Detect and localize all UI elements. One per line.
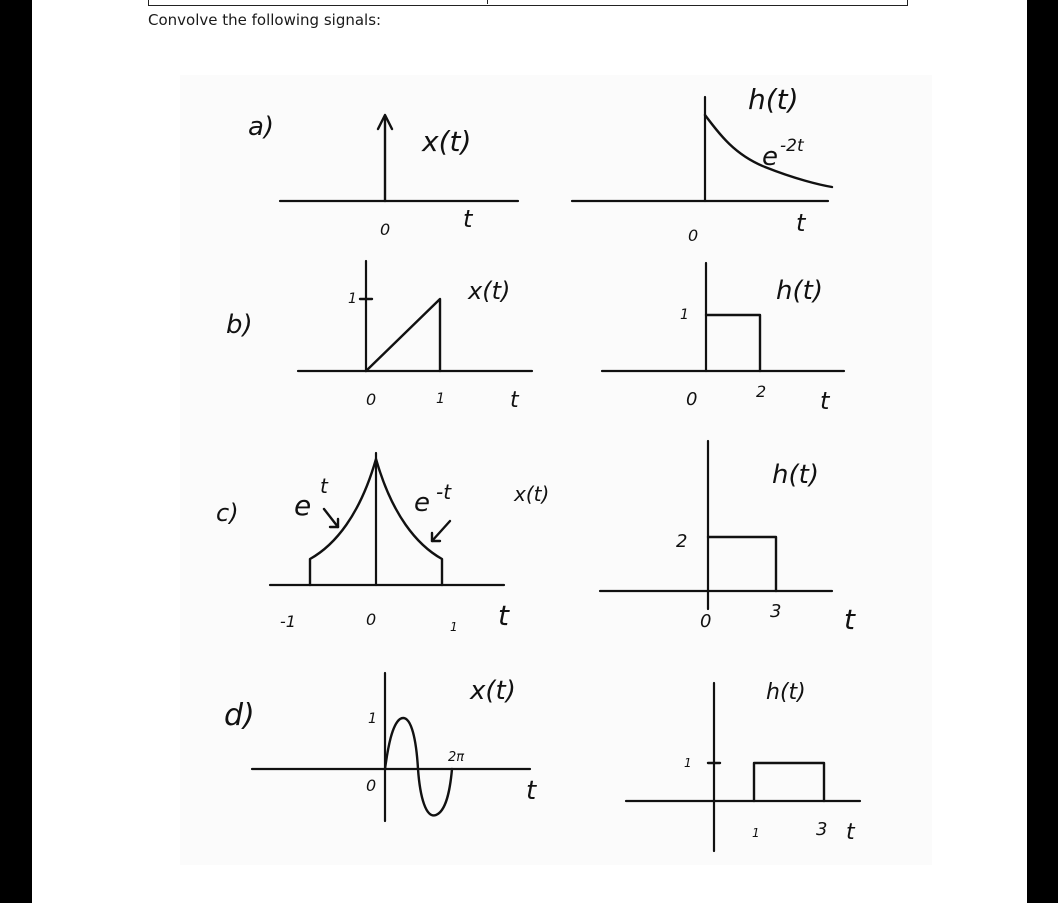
part-c xyxy=(216,441,856,636)
signals-figure xyxy=(180,75,932,865)
part-d-x-label: x(t) xyxy=(470,676,516,706)
part-a-h-tick-0: 0 xyxy=(688,226,699,245)
part-b-x-label: x(t) xyxy=(468,277,511,305)
table-column-divider xyxy=(487,0,488,4)
part-d-x-sine-wave xyxy=(385,718,452,815)
part-c-x-axis-var: t xyxy=(498,599,509,632)
document-page xyxy=(32,0,1027,903)
part-c-label: c) xyxy=(216,499,239,527)
part-c-h-label: h(t) xyxy=(772,460,819,490)
part-a xyxy=(248,83,832,245)
part-a-h-expr: e xyxy=(762,142,778,172)
part-b-x-tick-1-y: 1 xyxy=(348,291,357,307)
part-d-h-axis-var: t xyxy=(846,820,855,845)
part-d-x-tick-1-y: 1 xyxy=(368,711,377,727)
table-bottom-border xyxy=(148,0,908,6)
part-b-h-tick-0: 0 xyxy=(686,389,698,410)
part-c-left-expr: e xyxy=(294,489,312,522)
part-c-h-axis-var: t xyxy=(844,603,855,636)
part-b-h-tick-2: 2 xyxy=(756,382,767,401)
part-c-h-rect-pulse xyxy=(708,537,776,591)
part-b-x-axis-var: t xyxy=(510,388,519,413)
part-c-right-expr: e xyxy=(414,488,430,518)
part-c-x-tick-neg1: -1 xyxy=(280,612,296,631)
part-d-x-tick-0: 0 xyxy=(366,776,377,795)
part-a-h-axis-var: t xyxy=(796,209,806,237)
part-c-right-arrow xyxy=(432,521,450,541)
part-d-x-tick-2pi: 2π xyxy=(448,750,465,765)
part-b-h-tick-1-y: 1 xyxy=(680,307,689,323)
part-b-h-label: h(t) xyxy=(776,276,823,306)
part-b-x-tick-1: 1 xyxy=(436,391,445,407)
part-a-h-expr-exponent: -2t xyxy=(780,136,804,156)
part-c-h-tick-3: 3 xyxy=(770,601,782,622)
part-d-h-tick-3: 3 xyxy=(816,819,828,840)
part-d-h-rect-pulse xyxy=(754,763,824,801)
part-d-label: d) xyxy=(224,698,255,733)
part-a-x-label: x(t) xyxy=(422,125,472,158)
signals-diagram xyxy=(180,75,932,865)
part-d-h-tick-1-y: 1 xyxy=(684,756,692,770)
part-c-x-label: x(t) xyxy=(514,482,550,506)
part-c-x-tick-0: 0 xyxy=(366,610,377,629)
part-a-x-axis-var: t xyxy=(463,205,473,233)
part-b xyxy=(226,261,844,415)
part-c-left-arrow xyxy=(324,509,338,527)
part-c-h-tick-0: 0 xyxy=(700,611,712,632)
instruction-text: Convolve the following signals: xyxy=(148,11,382,29)
part-b-label: b) xyxy=(226,310,253,340)
part-d-h-tick-1: 1 xyxy=(752,826,760,840)
part-a-x-tick-0: 0 xyxy=(380,220,391,239)
part-b-h-rect-pulse xyxy=(706,315,760,371)
part-b-h-axis-var: t xyxy=(820,387,830,415)
part-c-h-tick-2-y: 2 xyxy=(676,531,688,552)
part-a-h-label: h(t) xyxy=(748,83,799,116)
part-c-right-expr-exponent: -t xyxy=(436,480,452,504)
part-c-x-tick-1: 1 xyxy=(450,620,458,634)
part-d-x-axis-var: t xyxy=(526,776,537,806)
part-b-x-tick-0: 0 xyxy=(366,390,377,409)
part-d-h-label: h(t) xyxy=(766,680,806,705)
part-d xyxy=(224,673,860,851)
part-a-label: a) xyxy=(248,112,275,142)
part-c-left-expr-exponent: t xyxy=(320,474,328,498)
part-b-x-ramp xyxy=(366,299,440,371)
